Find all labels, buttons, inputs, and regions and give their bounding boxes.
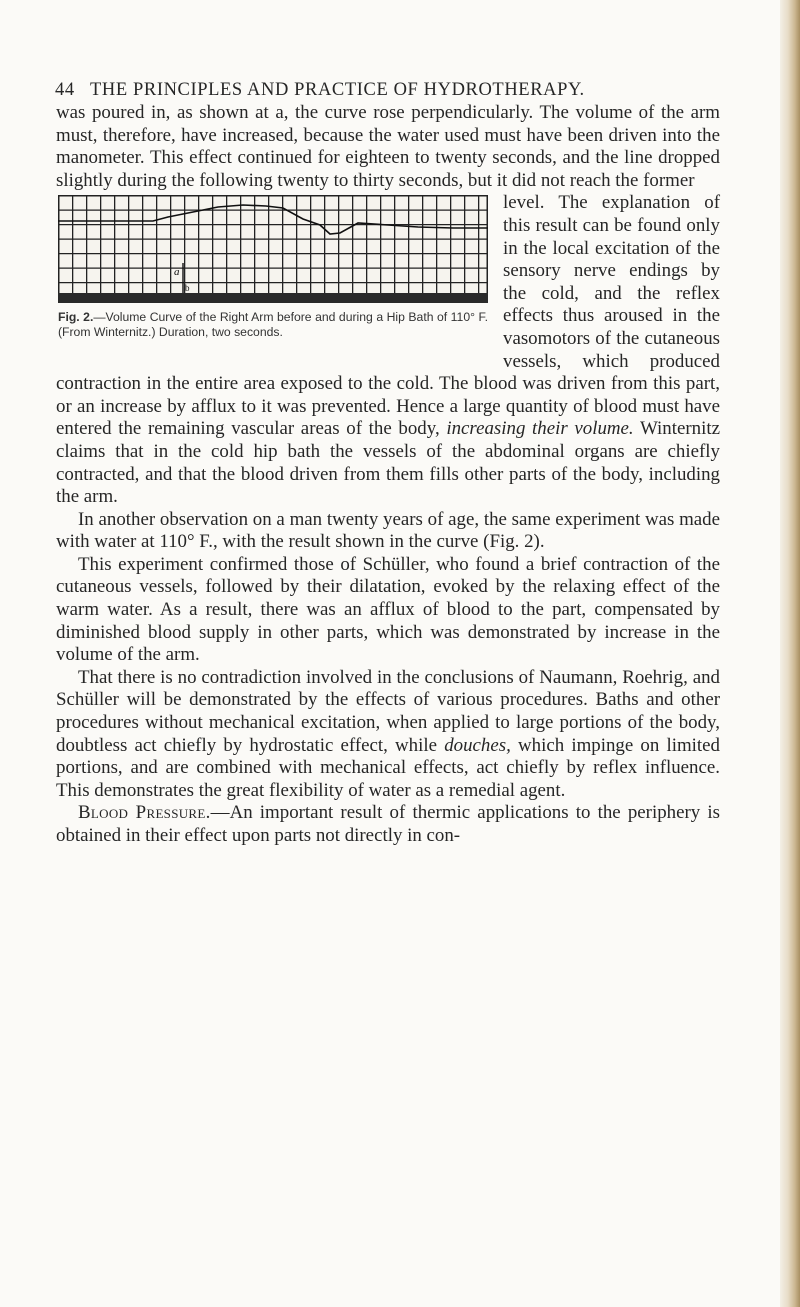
paragraph-3: This experiment confirmed those of Schüller, who found a brief contraction of the cutaneous vessels, followed by their dilatation, evoked by the relaxing effect of the warm water. As a result, there was an afflux of blood to the part, compensated by diminished blood supply in other parts, which was demonstrated by increase in the volume of the arm.	[56, 553, 720, 666]
paragraph-4-end: which impinge on limited portions, and are combined with mechanical effects, act chiefly by reflex influence. This demonstrates the great flexibility of water as a remedial agent.	[56, 734, 720, 801]
running-title: THE PRINCIPLES AND PRACTICE OF HYDROTHERAPY.	[90, 80, 585, 100]
paragraph-4-italic: douches,	[444, 734, 511, 756]
paragraph-5	[56, 802, 720, 847]
marker-a-label: a	[174, 266, 180, 279]
volume-curve-chart	[58, 195, 488, 307]
figure-label: Fig. 2.	[58, 310, 94, 325]
paragraph-1-italic: increasing their volume.	[446, 418, 634, 440]
bottom-band	[58, 293, 488, 303]
page-edge-shadow	[780, 0, 800, 1307]
marker-b-label: b	[185, 283, 190, 294]
paragraph-1	[56, 102, 720, 192]
page-number: 44	[55, 80, 75, 100]
paragraph-1-wrap: level. The explanation of this result can be found only in the local excitation of the sensory nerve endings by the cold, and the reflex effects thus aroused in the vasomotors of the cutaneous vessels, which produced contraction in the entire area exposed to the cold. The blood was driven from this part, or an increase by afflux to it was prevented. Hence a large quantity of blood must have entered the remaining vascular areas of the body,	[56, 192, 720, 440]
section-heading-blood-pressure: Blood Pressure.	[78, 802, 211, 824]
paragraph-4-start: That there is no contradiction involved in the conclusions of Naumann, Roehrig, and Schüller will be demonstrated by the effects of various procedures. Baths and other procedures without mechanical excitation, when applied to large portions of the body, doubtless act chiefly by hydrostatic effect, while	[56, 666, 720, 756]
figure-2	[56, 192, 491, 358]
grid-background	[58, 195, 488, 301]
body-text	[56, 102, 720, 848]
paragraph-5-text: —An important result of thermic applications to the periphery is obtained in their effect upon parts not directly in con-	[56, 802, 720, 846]
paragraph-1-end: Winternitz claims that in the cold hip bath the vessels of the abdominal organs are chiefly contracted, and that the blood driven from them fills other parts of the body, including the arm.	[56, 418, 721, 508]
paragraph-2: In another observation on a man twenty years of age, the same experiment was made with water at 110° F., with the result shown in the curve (Fig. 2).	[56, 508, 720, 553]
paragraph-4	[56, 667, 720, 803]
paragraph-1-top: was poured in, as shown at a, the curve rose perpendicularly. The volume of the arm must, therefore, have increased, because the water used must have been driven into the manometer. This effect continued for eighteen to twenty seconds, and the line dropped slightly during the following twenty to thirty seconds, but it did not reach the former	[56, 102, 720, 191]
figure-caption	[58, 310, 488, 339]
figure-caption-text: —Volume Curve of the Right Arm before and during a Hip Bath of 110° F. (From Winternitz.) Duration, two seconds.	[58, 310, 488, 339]
